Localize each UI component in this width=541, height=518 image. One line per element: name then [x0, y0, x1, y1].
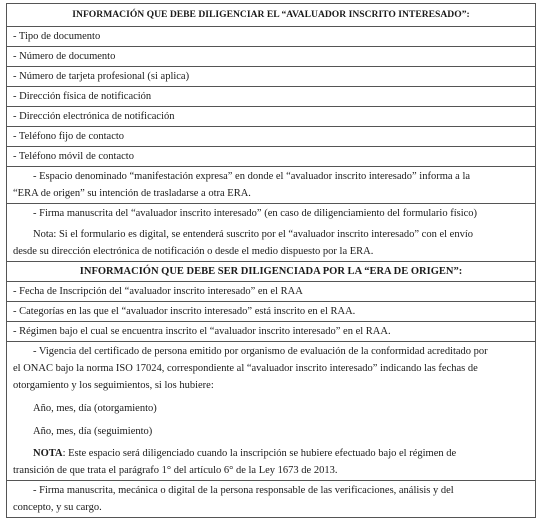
validity-line-2: el ONAC bajo la norma ISO 17024, correspondiente al “avaluador inscrito interesado” indicando las fechas de [13, 363, 478, 374]
table-section-row [7, 262, 536, 282]
item-professional-card: - Número de tarjeta profesional (si aplica) [7, 67, 536, 87]
express-statement-line-2: “ERA de origen” su intención de trasladarse a otra ERA. [13, 188, 251, 199]
table-row [7, 322, 536, 342]
table-row [7, 47, 536, 67]
table-row [7, 204, 536, 262]
transition-note-line-2: transición de que trata el parágrafo 1° del artículo 6° de la Ley 1673 de 2013. [13, 465, 338, 476]
item-regime: - Régimen bajo el cual se encuentra inscrito el “avaluador inscrito interesado” en el RAA. [7, 322, 536, 342]
note-label: NOTA [33, 448, 63, 459]
table-row [7, 67, 536, 87]
express-statement-line-1: - Espacio denominado “manifestación expresa” en donde el “avaluador inscrito interesado” informa a la [33, 171, 471, 182]
responsible-signature-line-2: concepto, y su cargo. [13, 502, 102, 513]
table-row [7, 27, 536, 47]
item-express-statement [7, 167, 536, 204]
table-row [7, 167, 536, 204]
validity-line-1: - Vigencia del certificado de persona emitido por organismo de evaluación de la conformidad acreditado por [33, 346, 488, 357]
table-row [7, 342, 536, 481]
applicant-section-title: INFORMACIÓN QUE DEBE DILIGENCIAR EL “AVALUADOR INSCRITO INTERESADO”: [7, 4, 536, 27]
item-landline-phone: - Teléfono fijo de contacto [7, 127, 536, 147]
item-registration-date: - Fecha de Inscripción del “avaluador inscrito interesado” en el RAA [7, 282, 536, 302]
item-document-type: - Tipo de documento [7, 27, 536, 47]
responsible-signature-line-1: - Firma manuscrita, mecánica o digital de la persona responsable de las verificaciones, análisis y del [33, 485, 454, 496]
table-row [7, 481, 536, 518]
follow-up-date-line: Año, mes, día (seguimiento) [33, 426, 153, 437]
item-signature-and-note [7, 204, 536, 262]
item-email-address: - Dirección electrónica de notificación [7, 107, 536, 127]
item-certificate-validity [7, 342, 536, 481]
table-row [7, 87, 536, 107]
origin-era-section-title: INFORMACIÓN QUE DEBE SER DILIGENCIADA POR LA “ERA DE ORIGEN”: [7, 262, 536, 282]
note-text: : Este espacio será diligenciado cuando la inscripción se hubiere efectuado bajo el régimen de [62, 448, 457, 459]
table-row [7, 127, 536, 147]
validity-line-3: otorgamiento y los seguimientos, si los hubiere: [13, 380, 214, 391]
table-row [7, 107, 536, 127]
item-mobile-phone: - Teléfono móvil de contacto [7, 147, 536, 167]
grant-date-line: Año, mes, día (otorgamiento) [33, 403, 157, 414]
table-row [7, 282, 536, 302]
table-row [7, 147, 536, 167]
item-categories: - Categorías en las que el “avaluador inscrito interesado” está inscrito en el RAA. [7, 302, 536, 322]
digital-note-line-2: desde su dirección electrónica de notificación o desde el medio dispuesto por la ERA. [13, 246, 374, 257]
transition-note-line-1 [13, 445, 529, 462]
form-requirements-table [6, 3, 536, 518]
item-responsible-signature [7, 481, 536, 518]
table-header-row [7, 4, 536, 27]
item-document-number: - Número de documento [7, 47, 536, 67]
digital-note-line-1: Nota: Si el formulario es digital, se entenderá suscrito por el “avaluador inscrito interesado” con el envío [33, 229, 473, 240]
table-row [7, 302, 536, 322]
item-physical-address: - Dirección física de notificación [7, 87, 536, 107]
signature-line: - Firma manuscrita del “avaluador inscrito interesado” (en caso de diligenciamiento del formulario físico) [33, 208, 478, 219]
